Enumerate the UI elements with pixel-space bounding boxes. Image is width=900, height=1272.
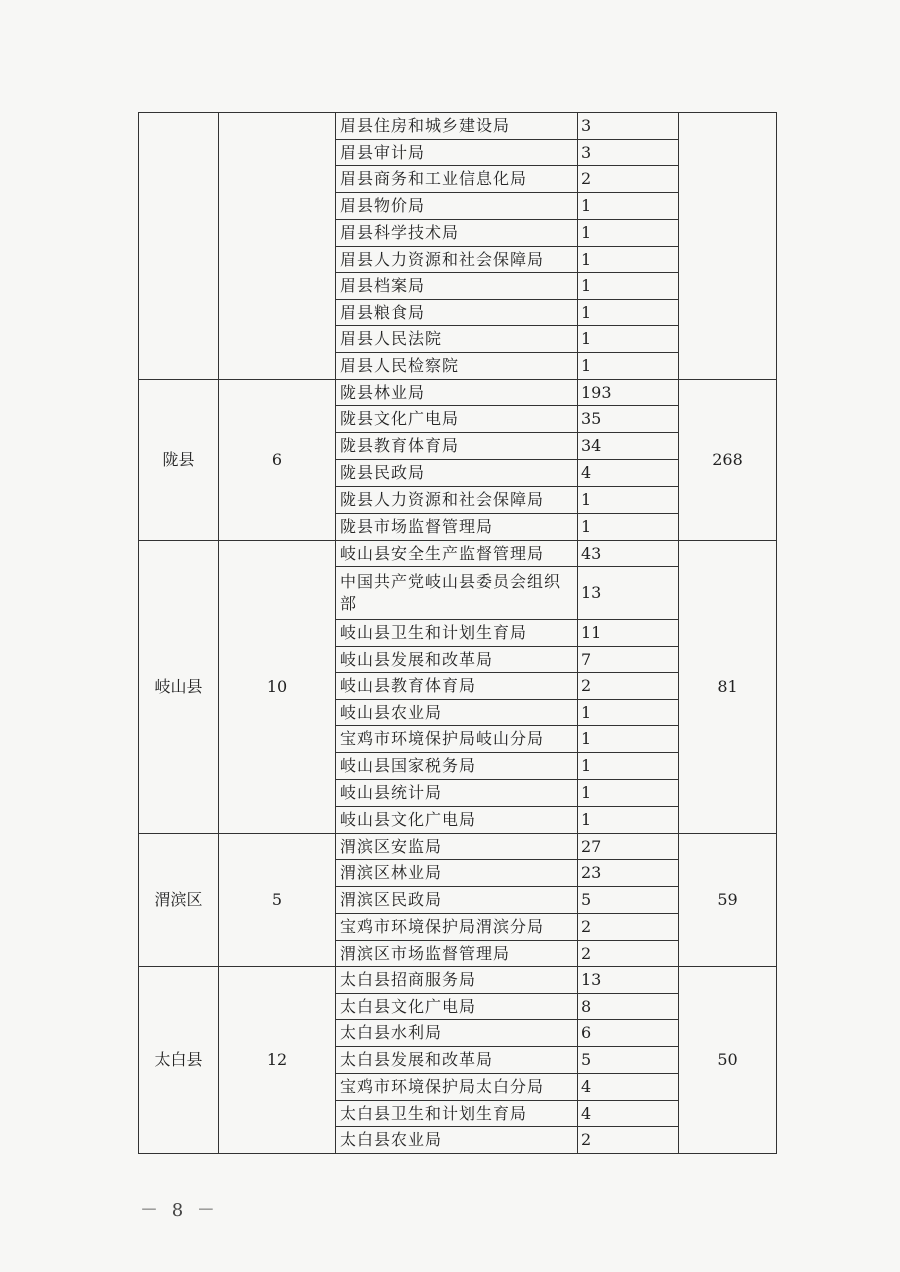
department-count-cell: 2 (578, 941, 679, 967)
department-name-cell: 宝鸡市环境保护局太白分局 (336, 1074, 578, 1101)
department-name-cell: 太白县招商服务局 (336, 967, 578, 994)
department-count-cell: 35 (578, 406, 679, 433)
department-count-cell: 4 (578, 1074, 679, 1101)
table-row (139, 113, 777, 140)
table-row (139, 380, 777, 406)
department-count-cell: 27 (578, 834, 679, 860)
department-name-cell: 宝鸡市环境保护局岐山分局 (336, 726, 578, 753)
department-count-cell: 3 (578, 140, 679, 166)
department-count-cell: 1 (578, 780, 679, 807)
total-cell: 81 (679, 541, 777, 834)
department-count-cell: 34 (578, 433, 679, 460)
department-count-cell: 4 (578, 460, 679, 487)
department-count-cell: 1 (578, 353, 679, 380)
department-count-cell: 1 (578, 300, 679, 326)
department-name-cell: 太白县发展和改革局 (336, 1047, 578, 1074)
department-name-cell: 岐山县统计局 (336, 780, 578, 807)
department-name-cell: 眉县档案局 (336, 273, 578, 300)
count-cell: 12 (219, 967, 336, 1154)
department-count-cell: 13 (578, 567, 679, 620)
department-count-cell: 1 (578, 807, 679, 834)
department-count-cell: 2 (578, 1127, 679, 1154)
department-count-cell: 23 (578, 860, 679, 887)
department-count-cell: 11 (578, 620, 679, 647)
region-cell: 陇县 (139, 380, 219, 541)
department-name-cell: 岐山县农业局 (336, 700, 578, 726)
department-name-cell: 岐山县教育体育局 (336, 673, 578, 700)
department-name-cell: 陇县文化广电局 (336, 406, 578, 433)
total-cell: 50 (679, 967, 777, 1154)
department-name-cell: 太白县卫生和计划生育局 (336, 1101, 578, 1127)
department-name-cell: 眉县商务和工业信息化局 (336, 166, 578, 193)
department-name-cell: 眉县粮食局 (336, 300, 578, 326)
department-name-cell: 陇县林业局 (336, 380, 578, 406)
department-name-cell: 陇县市场监督管理局 (336, 514, 578, 541)
department-count-cell: 1 (578, 726, 679, 753)
department-name-cell: 渭滨区民政局 (336, 887, 578, 914)
department-count-cell: 5 (578, 1047, 679, 1074)
region-cell: 岐山县 (139, 541, 219, 834)
department-name-cell: 太白县水利局 (336, 1020, 578, 1047)
count-cell (219, 113, 336, 380)
department-count-cell: 6 (578, 1020, 679, 1047)
count-cell: 10 (219, 541, 336, 834)
department-name-cell: 眉县住房和城乡建设局 (336, 113, 578, 140)
department-count-cell: 4 (578, 1101, 679, 1127)
department-count-cell: 7 (578, 647, 679, 673)
department-name-cell: 太白县文化广电局 (336, 994, 578, 1020)
total-cell: 268 (679, 380, 777, 541)
count-cell: 5 (219, 834, 336, 967)
departments-table (138, 112, 777, 1154)
department-count-cell: 1 (578, 700, 679, 726)
department-count-cell: 2 (578, 166, 679, 193)
department-name-cell: 眉县人民检察院 (336, 353, 578, 380)
department-count-cell: 1 (578, 326, 679, 353)
department-name-cell: 眉县审计局 (336, 140, 578, 166)
department-count-cell: 1 (578, 514, 679, 541)
department-count-cell: 193 (578, 380, 679, 406)
total-cell (679, 113, 777, 380)
total-cell: 59 (679, 834, 777, 967)
page-number: － 8 － (140, 1200, 219, 1221)
department-name-cell: 眉县物价局 (336, 193, 578, 220)
department-count-cell: 3 (578, 113, 679, 140)
department-name-cell: 岐山县发展和改革局 (336, 647, 578, 673)
department-name-cell: 岐山县卫生和计划生育局 (336, 620, 578, 647)
department-name-cell: 渭滨区林业局 (336, 860, 578, 887)
table-row (139, 834, 777, 860)
department-count-cell: 1 (578, 247, 679, 273)
department-name-cell: 陇县教育体育局 (336, 433, 578, 460)
region-cell (139, 113, 219, 380)
region-cell: 太白县 (139, 967, 219, 1154)
department-count-cell: 1 (578, 487, 679, 514)
department-name-cell: 中国共产党岐山县委员会组织部 (336, 567, 578, 620)
table-body (139, 113, 777, 1154)
department-count-cell: 1 (578, 273, 679, 300)
department-name-cell: 眉县人力资源和社会保障局 (336, 247, 578, 273)
department-name-cell: 岐山县文化广电局 (336, 807, 578, 834)
department-name-cell: 渭滨区安监局 (336, 834, 578, 860)
department-name-cell: 岐山县国家税务局 (336, 753, 578, 780)
department-count-cell: 2 (578, 673, 679, 700)
department-name-cell: 眉县科学技术局 (336, 220, 578, 247)
department-name-cell: 陇县民政局 (336, 460, 578, 487)
region-cell: 渭滨区 (139, 834, 219, 967)
table-row (139, 541, 777, 567)
department-count-cell: 1 (578, 753, 679, 780)
department-count-cell: 13 (578, 967, 679, 994)
department-count-cell: 1 (578, 193, 679, 220)
count-cell: 6 (219, 380, 336, 541)
department-count-cell: 1 (578, 220, 679, 247)
department-name-cell: 陇县人力资源和社会保障局 (336, 487, 578, 514)
department-name-cell: 渭滨区市场监督管理局 (336, 941, 578, 967)
department-name-cell: 太白县农业局 (336, 1127, 578, 1154)
department-count-cell: 5 (578, 887, 679, 914)
department-name-cell: 宝鸡市环境保护局渭滨分局 (336, 914, 578, 941)
department-name-cell: 岐山县安全生产监督管理局 (336, 541, 578, 567)
department-name-cell: 眉县人民法院 (336, 326, 578, 353)
department-count-cell: 2 (578, 914, 679, 941)
table-row (139, 967, 777, 994)
department-count-cell: 8 (578, 994, 679, 1020)
department-count-cell: 43 (578, 541, 679, 567)
